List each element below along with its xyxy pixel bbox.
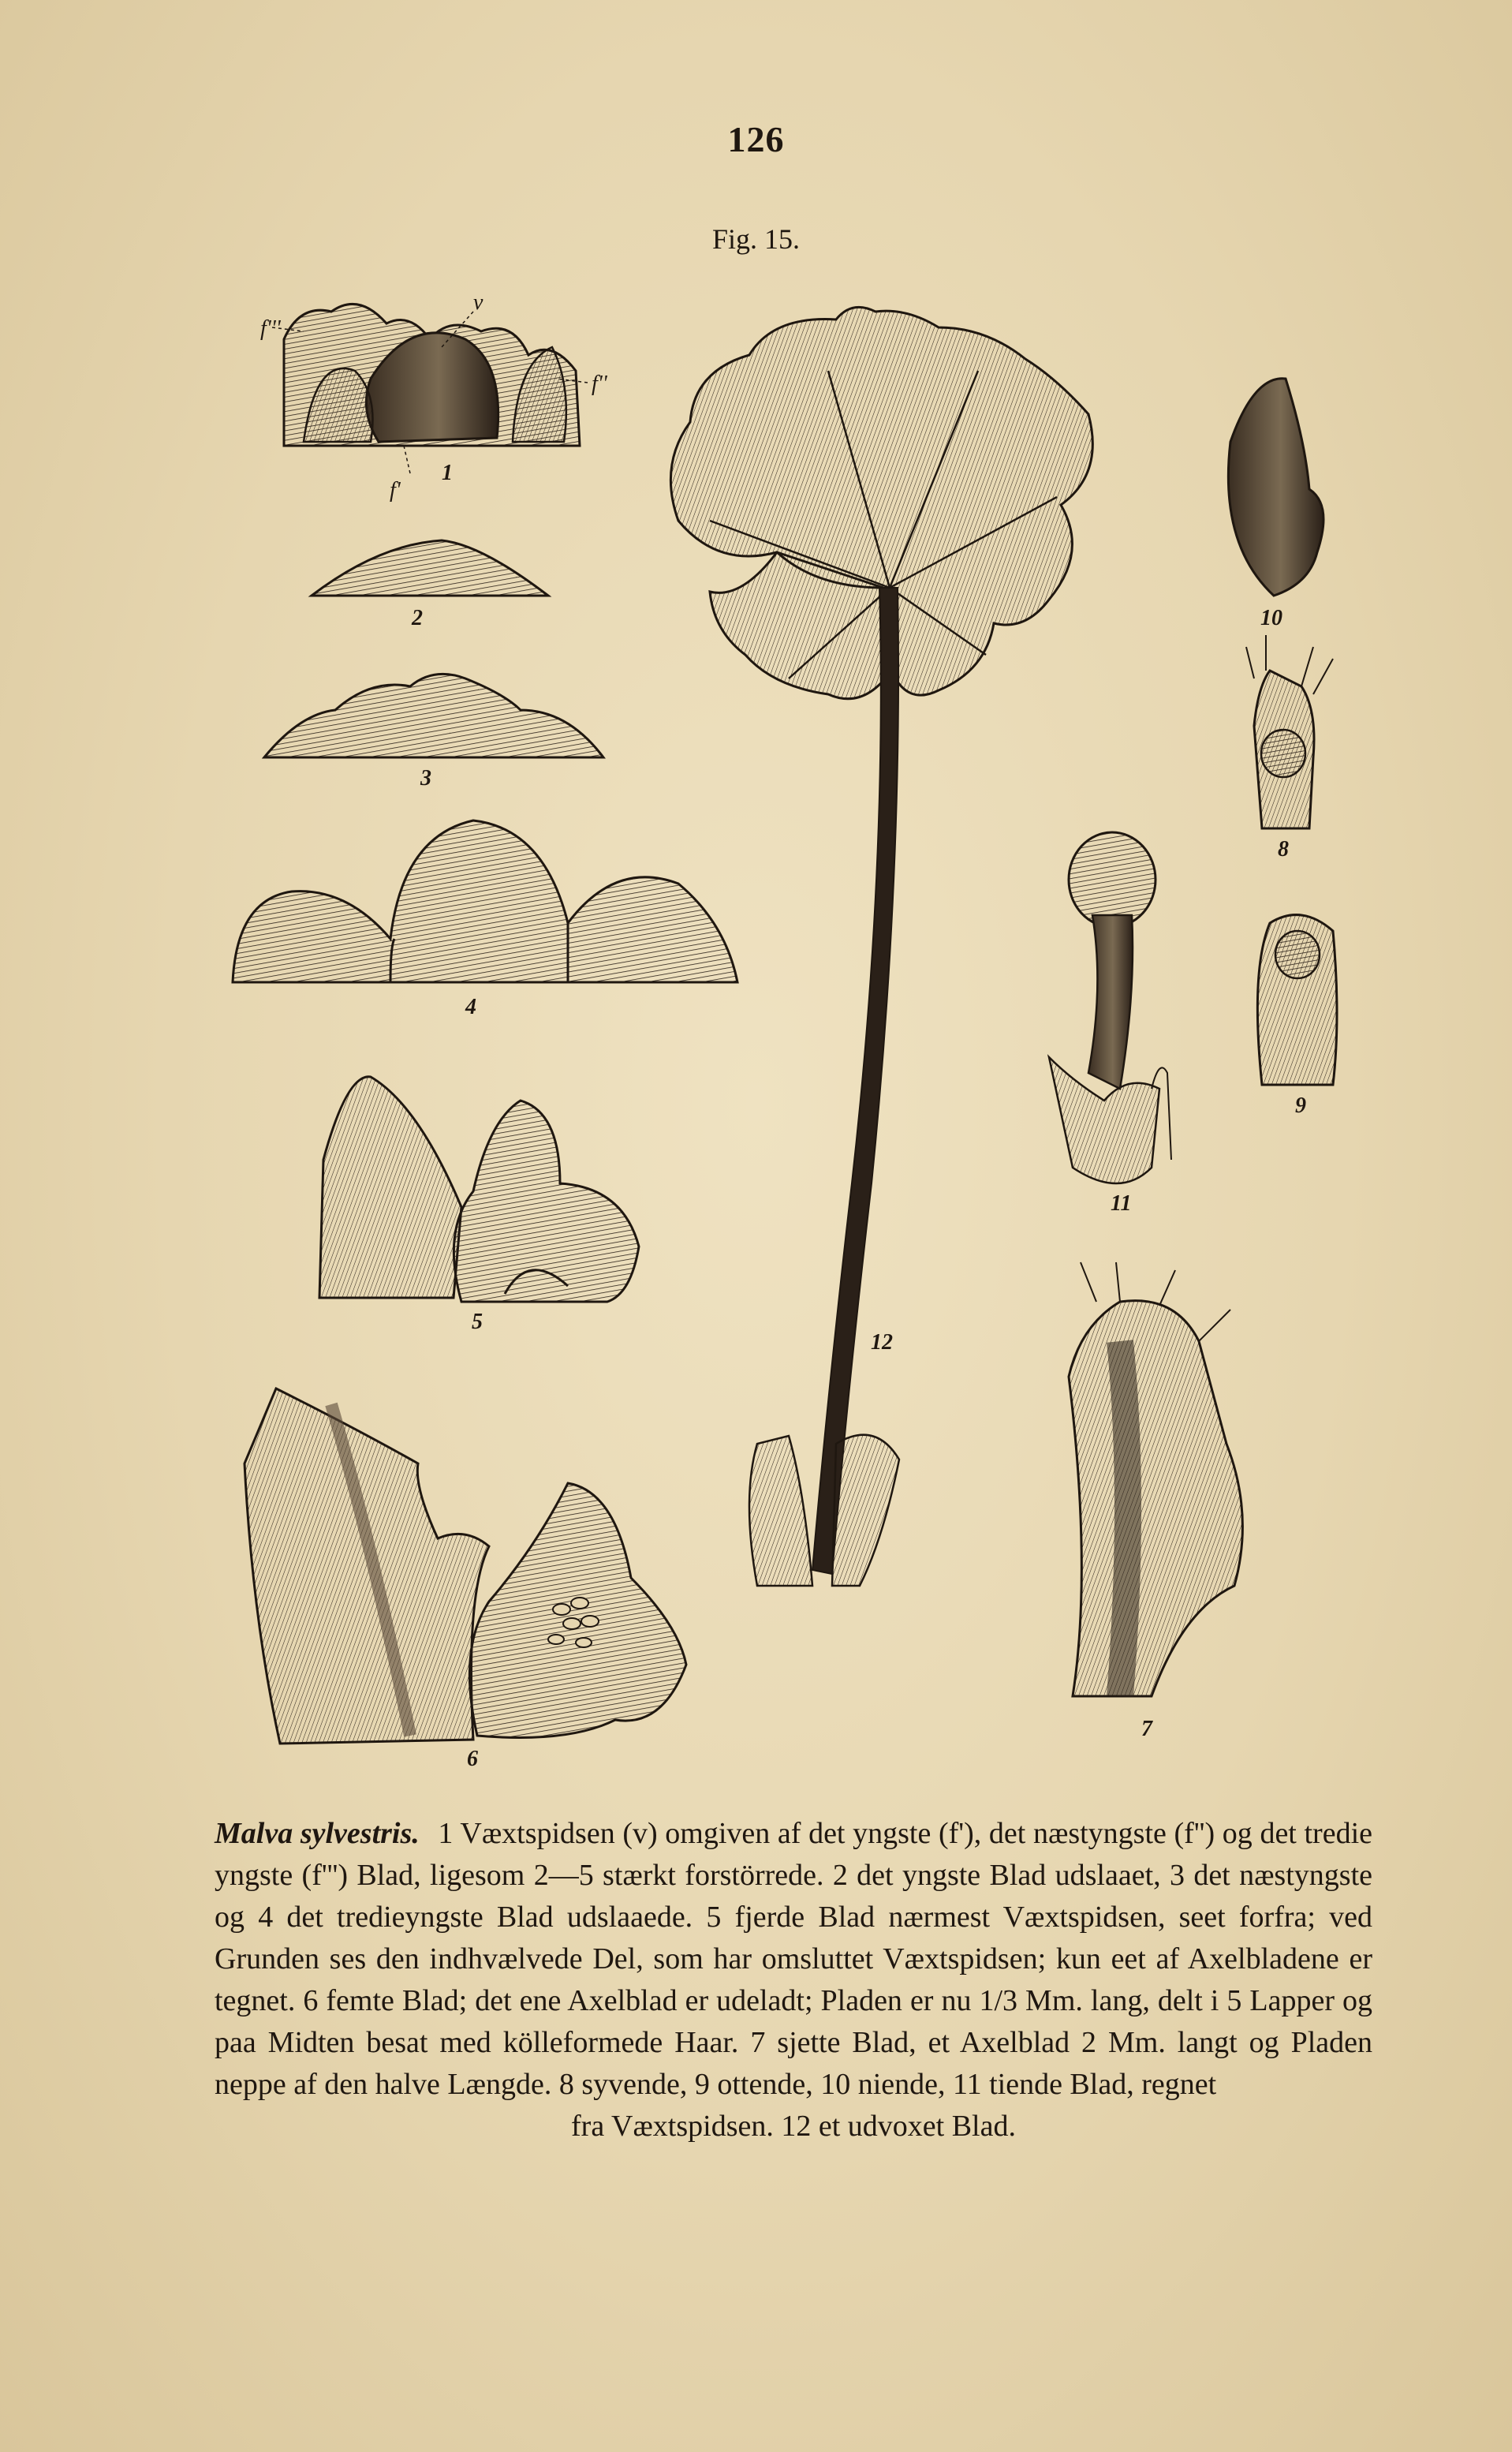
fig-part-9-eighth-leaf (1257, 915, 1337, 1118)
part-number-8: 8 (1278, 837, 1289, 862)
label-f-double-prime: f'' (592, 372, 607, 396)
part-number-2: 2 (412, 606, 423, 630)
part-number-7: 7 (1141, 1717, 1152, 1741)
figure-label: Fig. 15. (711, 223, 801, 255)
part-number-6: 6 (467, 1747, 478, 1771)
fig-part-10-ninth-leaf (1228, 379, 1323, 630)
part-number-4: 4 (465, 995, 476, 1019)
fig-part-8-seventh-leaf (1246, 635, 1333, 862)
part-number-10: 10 (1260, 606, 1282, 630)
fig-part-6-fifth-leaf (245, 1389, 686, 1771)
caption-species: Malva sylvestris. (215, 1817, 420, 1850)
part-number-3: 3 (420, 766, 431, 791)
page-number: 126 (727, 119, 785, 159)
label-f-prime: f' (390, 478, 401, 503)
part-number-1: 1 (442, 461, 453, 485)
fig-part-3-second-leaf (264, 674, 603, 791)
fig-part-4-third-leaf (233, 820, 737, 1019)
part-number-5: 5 (472, 1310, 483, 1334)
label-f-triple-prime: f''' (260, 316, 281, 341)
caption-text: 1 Væxtspidsen (v) omgiven af det yngste (f'), det næstyngste (f'') og det tredie yngste (f''') Blad, ligesom 2—5 stærkt forstörrede. 2 det yngste Blad udslaaet, 3 det næstyngste og 4 det tredieyngste Blad udslaaede. 5 fjerde Blad nærmest Væxtspidsen, seet forfra; ved Grunden ses den indhvælvede Del, som har omsluttet Væxtspidsen; kun eet af Axelbladene er tegnet. 6 femte Blad; det ene Axelblad er udeladt; Pladen er nu 1/3 Mm. lang, delt i 5 Lapper og paa Midten besat med kölleformede Haar. 7 sjette Blad, et Axelblad 2 Mm. langt og Pladen neppe af den halve Længde. 8 syvende, 9 ottende, 10 niende, 11 tiende Blad, regnet (215, 1817, 1373, 2101)
fig-part-12-mature-leaf (670, 307, 1092, 1586)
fig-part-2-youngest-leaf (312, 540, 548, 630)
part-number-9: 9 (1295, 1093, 1306, 1118)
label-v: v (473, 290, 483, 315)
part-number-11: 11 (1111, 1191, 1132, 1216)
figure-caption (215, 1813, 1372, 2147)
part-number-12: 12 (871, 1330, 893, 1355)
fig-part-5-fourth-leaf (319, 1077, 639, 1334)
caption-last-line: fra Væxtspidsen. 12 et udvoxet Blad. (571, 2110, 1016, 2143)
fig-part-7-sixth-leaf (1069, 1262, 1242, 1741)
fig-part-11-tenth-leaf (1049, 832, 1171, 1216)
fig-part-1-growth-tip (260, 290, 608, 503)
